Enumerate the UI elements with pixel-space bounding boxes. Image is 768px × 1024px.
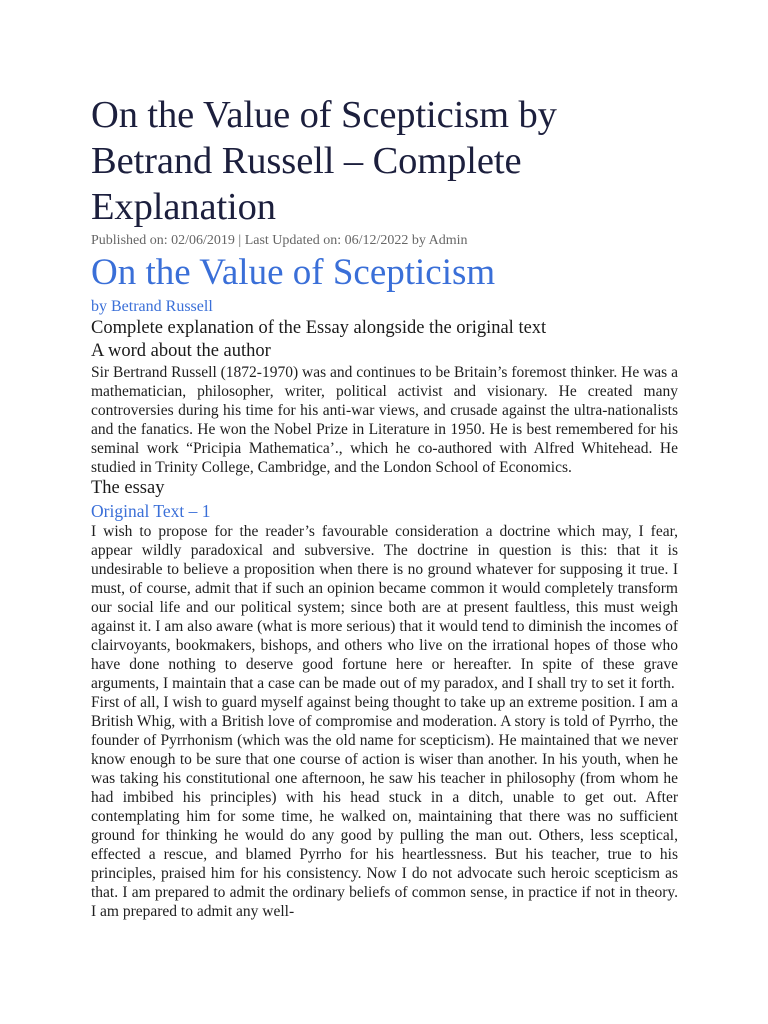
- essay-paragraph-2: First of all, I wish to guard myself against being thought to take up an extreme position. I am a British Whig, with a British love of compromise and moderation. A story is told of Pyrrho, the founder of Pyrrhonism (which was the old name for scepticism). He maintained that we never know enough to be sure that one course of action is wiser than another. In his youth, when he was taking his constitutional one afternoon, he saw his teacher in philosophy (from whom he had imbibed his principles) with his head stuck in a ditch, unable to get out. After contemplating him for some time, he walked on, maintaining that there was no sufficient ground for thinking he would do any good by pulling the man out. Others, less sceptical, effected a rescue, and blamed Pyrrho for his heartlessness. But his teacher, true to his principles, praised him for his consistency. Now I do not advocate such heroic scepticism as that. I am prepared to admit the ordinary beliefs of common sense, in practice if not in theory. I am prepared to admit any well-: [91, 694, 678, 920]
- original-text-label: Original Text – 1: [91, 501, 211, 521]
- author-byline-link[interactable]: by Betrand Russell: [91, 298, 213, 315]
- essay-title-link[interactable]: On the Value of Scepticism: [91, 252, 496, 293]
- author-heading: A word about the author: [91, 341, 271, 361]
- essay-subtitle: Complete explanation of the Essay alongside the original text: [91, 318, 547, 338]
- essay-paragraph-1: I wish to propose for the reader’s favourable consideration a doctrine which may, I fear, appear wildly paradoxical and subversive. The doctrine in question is this: that it is undesirable to believe a proposition when there is no ground whatever for supposing it true. I must, of course, admit that if such an opinion became common it would completely transform our social life and our political system; since both are at present faultless, this must weigh against it. I am also aware (what is more serious) that it would tend to diminish the incomes of clairvoyants, bookmakers, bishops, and others who live on the irrational hopes of those who have done nothing to deserve good fortune here or hereafter. In spite of these grave arguments, I maintain that a case can be made out of my paradox, and I shall try to set it forth.: [91, 523, 678, 692]
- essay-heading: The essay: [91, 478, 165, 498]
- author-paragraph: Sir Bertrand Russell (1872-1970) was and continues to be Britain’s foremost thinker. He was a mathematician, philosopher, writer, political activist and visionary. He created many controversies during his time for his anti-war views, and crusade against the ultra-nationalists and the fanatics. He won the Nobel Prize in Literature in 1950. He is best remembered for his seminal work “Pricipia Mathematica’., which he co-authored with Alfred Whitehead. He studied in Trinity College, Cambridge, and the London School of Economics.: [91, 364, 678, 476]
- publish-meta: Published on: 02/06/2019 | Last Updated on: 06/12/2022 by Admin: [91, 233, 468, 248]
- page-title: On the Value of Scepticism by Betrand Russell – Complete Explanation: [91, 94, 557, 228]
